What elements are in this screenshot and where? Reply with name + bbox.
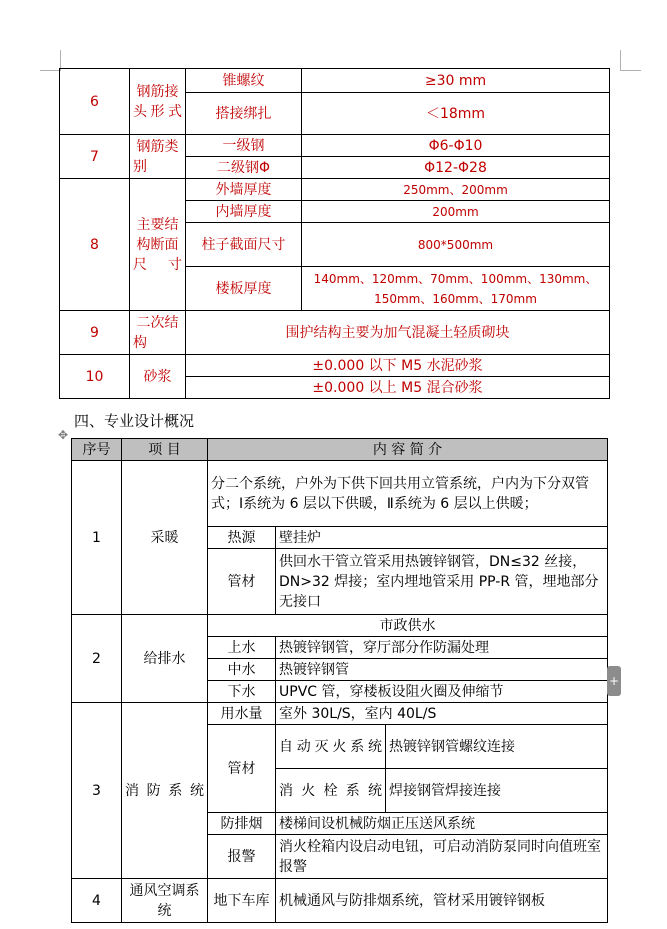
item-label: 一级钢 xyxy=(186,135,302,157)
item-label: 搭接绑扎 xyxy=(186,93,302,135)
item-value: 250mm、200mm xyxy=(302,179,610,201)
table-move-handle-icon[interactable]: ✥ xyxy=(58,428,69,442)
row-number: 6 xyxy=(60,69,130,135)
category-cell: 二次结构 xyxy=(130,311,186,355)
sub-sub-label: 消火栓系统 xyxy=(276,769,386,813)
sub-label: 上水 xyxy=(208,637,276,659)
item-label: 柱子截面尺寸 xyxy=(186,223,302,267)
item-value: Φ12-Φ28 xyxy=(302,157,610,179)
sub-value: 消火栓箱内设启动电钮，可启动消防泵同时向值班室报警 xyxy=(276,835,608,879)
item-value: ±0.000 以上 M5 混合砂浆 xyxy=(186,377,610,399)
item-value: 200mm xyxy=(302,201,610,223)
sub-label: 用水量 xyxy=(208,703,276,725)
sub-label: 管材 xyxy=(208,725,276,813)
table-row xyxy=(72,461,608,527)
item-label: 锥螺纹 xyxy=(186,69,302,93)
table-row xyxy=(60,311,610,355)
sub-label: 热源 xyxy=(208,527,276,549)
table-row xyxy=(60,179,610,201)
structure-table xyxy=(59,68,610,399)
item-cell: 通风空调系统 xyxy=(122,879,208,923)
sub-value: 热镀锌钢管 xyxy=(276,659,608,681)
sub-value: 市政供水 xyxy=(208,615,608,637)
description-cell: 分二个系统，户外为下供下回共用立管系统，户内为下分双管式；Ⅰ系统为 6 层以下供暖，Ⅱ系统为 6 层以上供暖； xyxy=(208,461,608,527)
sub-value: 壁挂炉 xyxy=(276,527,608,549)
table-row xyxy=(72,879,608,923)
row-number: 1 xyxy=(72,461,122,615)
category-cell: 钢筋接头形式 xyxy=(130,69,186,135)
row-number: 8 xyxy=(60,179,130,311)
table-row xyxy=(60,355,610,377)
sub-value: 楼梯间设机械防烟正压送风系统 xyxy=(276,813,608,835)
item-value: 800*500mm xyxy=(302,223,610,267)
table-row xyxy=(72,615,608,637)
sub-value: 热镀锌钢管，穿厅部分作防漏处理 xyxy=(276,637,608,659)
table-row xyxy=(72,703,608,725)
header-item: 项 目 xyxy=(122,439,208,461)
sub-value: UPVC 管，穿楼板设阻火圈及伸缩节 xyxy=(276,681,608,703)
item-label: 外墙厚度 xyxy=(186,179,302,201)
sub-label: 地下车库 xyxy=(208,879,276,923)
item-value: ≥30 mm xyxy=(302,69,610,93)
row-number: 4 xyxy=(72,879,122,923)
sub-value: 热镀锌钢管螺纹连接 xyxy=(386,725,608,769)
crop-mark-left xyxy=(40,50,61,71)
sub-label: 下水 xyxy=(208,681,276,703)
sub-label: 防排烟 xyxy=(208,813,276,835)
category-cell: 砂浆 xyxy=(130,355,186,399)
sub-label: 报警 xyxy=(208,835,276,879)
sub-value: 供回水干管立管采用热镀锌钢管，DN≤32 丝接，DN>32 焊接；室内埋地管采用 PP-R 管，埋地部分无接口 xyxy=(276,549,608,615)
section-heading: 四、专业设计概况 xyxy=(74,412,195,430)
category-cell: 主要结构断面尺寸 xyxy=(130,179,186,311)
row-number: 9 xyxy=(60,311,130,355)
crop-mark-right xyxy=(620,50,641,71)
item-value: 140mm、120mm、70mm、100mm、130mm、150mm、160mm、170mm xyxy=(302,267,610,311)
header-content: 内 容 简 介 xyxy=(208,439,608,461)
item-value: Φ6-Φ10 xyxy=(302,135,610,157)
sub-value: 室外 30L/S，室内 40L/S xyxy=(276,703,608,725)
item-value: ＜18mm xyxy=(302,93,610,135)
design-overview-table xyxy=(71,438,608,923)
table-header-row xyxy=(72,439,608,461)
sub-value: 机械通风与防排烟系统，管材采用镀锌钢板 xyxy=(276,879,608,923)
item-cell: 消防系统 xyxy=(122,703,208,879)
row-number: 2 xyxy=(72,615,122,703)
item-cell: 给排水 xyxy=(122,615,208,703)
sub-value: 焊接钢管焊接连接 xyxy=(386,769,608,813)
sub-sub-label: 自动灭火系统 xyxy=(276,725,386,769)
sub-label: 中水 xyxy=(208,659,276,681)
table-row xyxy=(60,135,610,157)
item-value: ±0.000 以下 M5 水泥砂浆 xyxy=(186,355,610,377)
sub-label: 管材 xyxy=(208,549,276,615)
item-label: 内墙厚度 xyxy=(186,201,302,223)
row-number: 7 xyxy=(60,135,130,179)
category-cell: 钢筋类别 xyxy=(130,135,186,179)
row-number: 3 xyxy=(72,703,122,879)
item-label: 楼板厚度 xyxy=(186,267,302,311)
item-value: 围护结构主要为加气混凝土轻质砌块 xyxy=(186,311,610,355)
item-cell: 采暖 xyxy=(122,461,208,615)
table-row xyxy=(60,69,610,93)
header-no: 序号 xyxy=(72,439,122,461)
row-number: 10 xyxy=(60,355,130,399)
scroll-handle-icon[interactable]: + xyxy=(607,666,621,696)
item-label: 二级钢Φ xyxy=(186,157,302,179)
